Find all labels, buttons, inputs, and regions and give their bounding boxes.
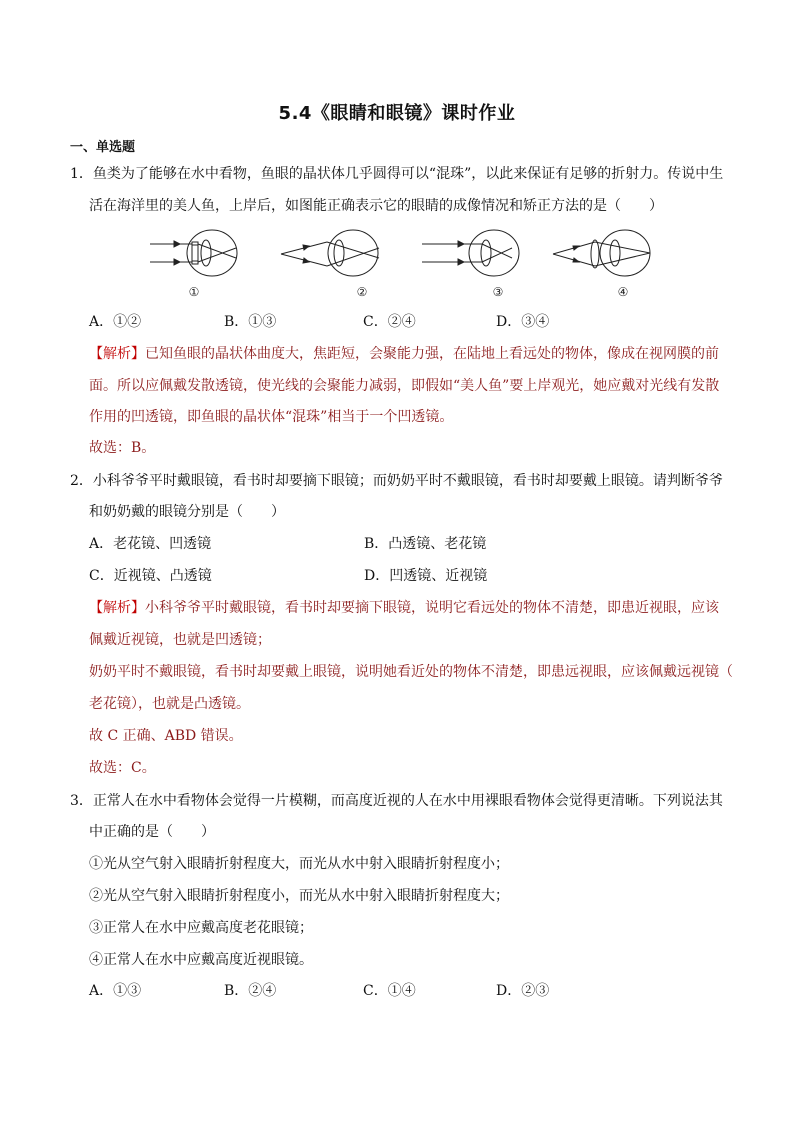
q3-option-d[interactable]: D．②③ bbox=[496, 983, 550, 999]
q1-analysis-line3: 作用的凹透镜，即鱼眼的晶状体“混珠”相当于一个凹透镜。 bbox=[89, 409, 454, 425]
q2-answer: 故选：C。 bbox=[89, 760, 156, 776]
q2-analysis-line1 bbox=[89, 598, 719, 618]
q3-option-b[interactable]: B．②④ bbox=[224, 983, 277, 999]
q2-option-a[interactable]: A．老花镜、凹透镜 bbox=[89, 536, 212, 552]
eye-diagram-2 bbox=[279, 228, 381, 300]
q2-stem-line1: 2．小科爷爷平时戴眼镜，看书时却要摘下眼镜；而奶奶平时不戴眼镜，看书时却要戴上眼镜。请判断爷爷 bbox=[70, 473, 723, 489]
q2-analysis-line3: 奶奶平时不戴眼镜，看书时却要戴上眼镜，说明她看近处的物体不清楚，即患远视眼，应该佩戴远视镜（ bbox=[89, 664, 733, 680]
q3-statement-3: ③正常人在水中应戴高度老花眼镜； bbox=[89, 920, 313, 936]
q1-option-c[interactable]: C．②④ bbox=[363, 314, 416, 330]
eye-diagram-2-label: ② bbox=[356, 285, 368, 299]
eye-diagram-1 bbox=[148, 228, 240, 300]
q3-statement-2: ②光从空气射入眼睛折射程度小，而光从水中射入眼睛折射程度大； bbox=[89, 888, 509, 904]
q1-option-b[interactable]: B．①③ bbox=[224, 314, 277, 330]
eye-diagram-3-label: ③ bbox=[492, 285, 504, 299]
q3-statement-4: ④正常人在水中应戴高度近视眼镜。 bbox=[89, 952, 313, 968]
q2-analysis-tag: 【解析】 bbox=[89, 600, 145, 616]
q2-option-d[interactable]: D．凹透镜、近视镜 bbox=[364, 568, 488, 584]
q2-stem-line2: 和奶奶戴的眼镜分别是（ ） bbox=[89, 504, 285, 520]
q3-option-a[interactable]: A．①③ bbox=[89, 983, 142, 999]
eye-diagram-4 bbox=[551, 228, 653, 300]
q1-analysis-tag: 【解析】 bbox=[89, 346, 145, 362]
q3-stem-line2: 中正确的是（ ） bbox=[89, 824, 215, 840]
q2-option-b[interactable]: B．凸透镜、老花镜 bbox=[364, 536, 487, 552]
q3-option-c[interactable]: C．①④ bbox=[363, 983, 416, 999]
q2-analysis-line5: 故 C 正确、ABD 错误。 bbox=[89, 728, 243, 744]
eye-diagram-1-label: ① bbox=[188, 285, 200, 299]
eye-diagram-3 bbox=[420, 228, 522, 300]
q1-analysis-text1: 已知鱼眼的晶状体曲度大，焦距短，会聚能力强，在陆地上看远处的物体，像成在视网膜的前 bbox=[145, 346, 719, 362]
q1-analysis-line2: 面。所以应佩戴发散透镜，使光线的会聚能力减弱，即假如“美人鱼”要上岸观光，她应戴对光线有发散 bbox=[89, 378, 720, 394]
q2-analysis-line2: 佩戴近视镜，也就是凹透镜； bbox=[89, 632, 271, 648]
q1-option-d[interactable]: D．③④ bbox=[496, 314, 550, 330]
q3-stem-line1: 3．正常人在水中看物体会觉得一片模糊，而高度近视的人在水中用裸眼看物体会觉得更清晰。下列说法其 bbox=[70, 793, 723, 809]
q1-answer: 故选：B。 bbox=[89, 440, 156, 456]
q2-option-c[interactable]: C．近视镜、凸透镜 bbox=[89, 568, 212, 584]
q2-analysis-line4: 老花镜），也就是凸透镜。 bbox=[89, 696, 250, 712]
section-heading: 一、单选题 bbox=[70, 140, 136, 155]
q1-stem-line2: 活在海洋里的美人鱼，上岸后，如图能正确表示它的眼睛的成像情况和矫正方法的是（ ） bbox=[89, 198, 663, 214]
q3-statement-1: ①光从空气射入眼睛折射程度大，而光从水中射入眼睛折射程度小； bbox=[89, 856, 509, 872]
q1-stem-line1: 1．鱼类为了能够在水中看物，鱼眼的晶状体几乎圆得可以“混珠”，以此来保证有足够的折射力。传说中生 bbox=[70, 166, 724, 182]
q1-option-a[interactable]: A．①② bbox=[89, 314, 142, 330]
eye-diagram-4-label: ④ bbox=[617, 285, 629, 299]
page-title: 5.4《眼睛和眼镜》课时作业 bbox=[278, 103, 516, 124]
q1-analysis-line1 bbox=[89, 344, 719, 364]
q2-analysis-text1: 小科爷爷平时戴眼镜，看书时却要摘下眼镜，说明它看远处的物体不清楚，即患近视眼，应该 bbox=[145, 600, 719, 616]
